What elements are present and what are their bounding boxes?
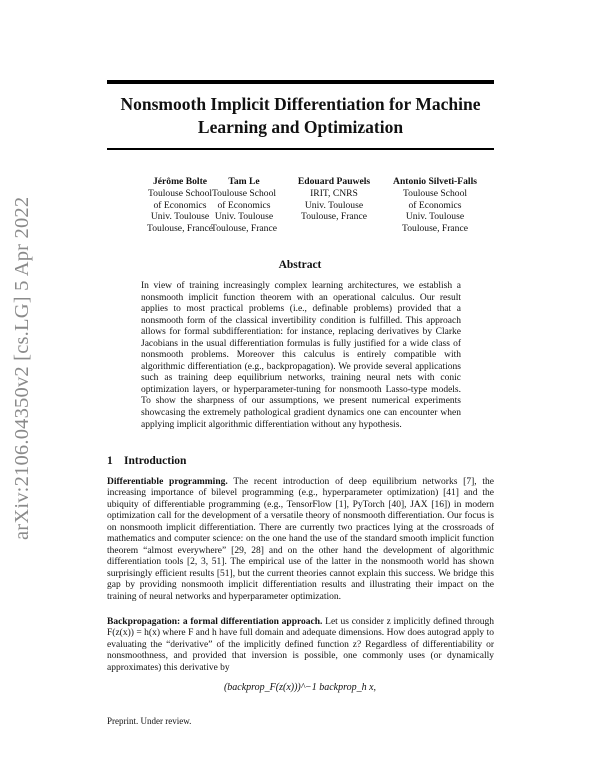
author-block: [194, 176, 294, 235]
abstract-body: In view of training increasingly complex learning architectures, we establish a nonsmooth implicit function theorem with an operational calculus. Our result applies to most practical problems (i.e., definable problems) provided that a nonsmooth form of the classical invertibility condition is fulfilled. This approach allows for formal subdifferentiation: for instance, replacing derivatives by Clarke Jacobians in the usual differentiation formulas is fully justified for a wide class of nonsmooth problems. Moreover this calculus is entirely compatible with algorithmic differentiation (e.g., backpropagation). We provide several applications such as training deep equilibrium networks, training neural nets with conic optimization layers, or hyperparameter-tuning for nonsmooth Lasso-type models. To show the sharpness of our assumptions, we present numerical experiments showcasing the extremely pathological gradient dynamics one can encounter when applying implicit algorithmic differentiation without any hypothesis.: [141, 281, 461, 430]
author-affiliation: Univ. Toulouse: [304, 199, 364, 211]
section-number: 1: [107, 455, 113, 467]
author-affiliation: Toulouse, France: [211, 223, 277, 235]
author-affiliation: Univ. Toulouse: [150, 211, 210, 223]
author-affiliation: of Economics: [408, 199, 462, 211]
author-block: [383, 176, 487, 235]
author-name: Edouard Pauwels: [297, 176, 371, 187]
paper-title: Nonsmooth Implicit Differentiation for Machine Learning and Optimization: [120, 94, 481, 137]
author-name: Antonio Silveti-Falls: [393, 176, 477, 187]
author-affiliation: Toulouse School: [147, 187, 213, 199]
paragraph-text: The recent introduction of deep equilibrium networks [7], the increasing importance of bilevel programming (e.g., hyperparameter optimization) [41] and the ubiquity of differentiable programming (e.g., TensorFlow [1], PyTorch [40], JAX [16]) in modern optimization call for the development of a versatile theory of nonsmooth differentiation. Our focus is on nonsmooth implicit differentiation. There are currently two practices lying at the crossroads of mathematics and computer science: on the one hand the use of the standard smooth implicit function theorem “almost everywhere” [29, 28] and on the other hand the development of algorithmic differentiation tools [2, 3, 51]. The empirical use of the latter in the nonsmooth world has shown surprisingly efficient results [51], but the current theories cannot explain this success. We bridge this gap by providing nonsmooth implicit differentiation results and illustrating their impact on the training of neural networks and hyperparameter optimization.: [107, 477, 494, 602]
author-affiliation: of Economics: [153, 199, 207, 211]
section-heading: [107, 455, 186, 467]
author-name: Tam Le: [228, 176, 260, 187]
backprop-paragraph: [107, 617, 494, 674]
title-top-rule: [107, 80, 494, 84]
paragraph-text: Let us consider z implicitly defined through F(z(x)) = h(x) where F and h have full domain and adequate dimensions. How does autograd apply to evaluating the “derivative” of the implicitly defined function z? Regardless of differentiability or nonsmoothness, and provided that inversion is possible, one commonly uses (or dynamically approximates) this derivative by: [107, 617, 494, 673]
author-name: Jérôme Bolte: [152, 176, 208, 187]
author-affiliation: Toulouse School: [402, 187, 468, 199]
paragraph-lead: Differentiable programming.: [107, 477, 228, 487]
author-affiliation: Toulouse, France: [402, 223, 468, 235]
author-affiliation: Toulouse School: [211, 187, 277, 199]
section-title: Introduction: [124, 455, 187, 467]
author-affiliation: Toulouse, France: [147, 223, 213, 235]
abstract-heading: Abstract: [278, 259, 322, 271]
preprint-footnote: Preprint. Under review.: [107, 716, 192, 726]
author-affiliation: Univ. Toulouse: [214, 211, 274, 223]
author-affiliation: Univ. Toulouse: [405, 211, 465, 223]
author-affiliation: of Economics: [217, 199, 271, 211]
title-bottom-rule: [107, 148, 494, 150]
backprop-equation: (backprop_F(z(x)))^−1 backprop_h x,: [223, 682, 377, 693]
paragraph-lead: Backpropagation: a formal differentiation approach.: [107, 617, 323, 627]
author-affiliation: Toulouse, France: [301, 211, 367, 223]
arxiv-identifier: arXiv:2106.04350v2 [cs.LG] 5 Apr 2022: [11, 196, 33, 540]
author-affiliation: IRIT, CNRS: [310, 187, 358, 199]
author-block: [284, 176, 384, 223]
intro-paragraph: [107, 477, 494, 603]
